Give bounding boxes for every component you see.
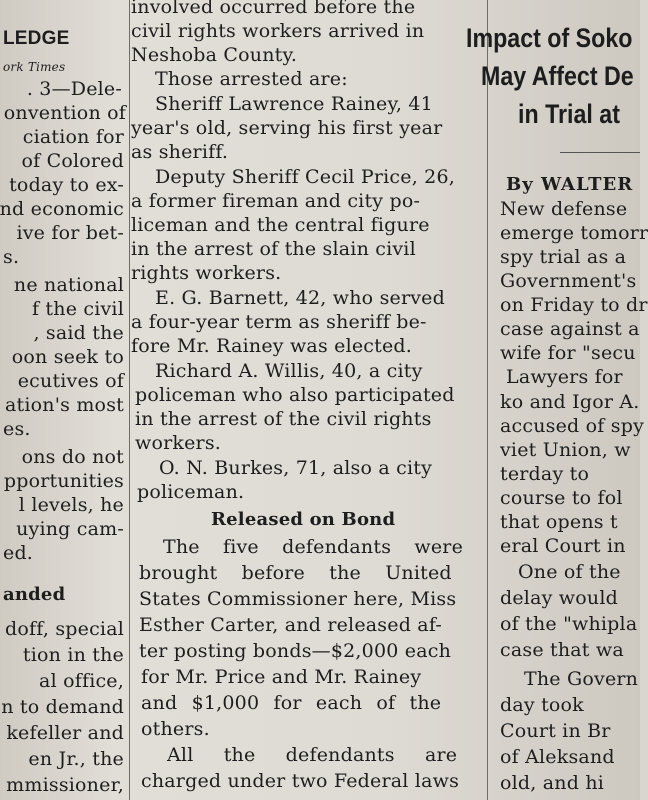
right-line: The Govern [524, 668, 639, 690]
article-line: in the arrest of the slain civil [131, 238, 416, 260]
right-line: case against a [500, 318, 640, 340]
right-line: delay would [500, 587, 618, 609]
article-line: policeman who also participated [135, 384, 455, 406]
headline-line-2: May Affect De [481, 61, 634, 91]
article-line: a four-year term as sheriff be- [131, 311, 427, 333]
article-line: Richard A. Willis, 40, a city [155, 360, 423, 382]
article-line: E. G. Barnett, 42, who served [155, 287, 445, 309]
left-line: pportunities [3, 470, 124, 492]
article-line: ter posting bonds—$2,000 each [139, 640, 452, 662]
article-line: in the arrest of the civil rights [135, 408, 432, 430]
left-line: l levels, he [18, 494, 124, 516]
right-line: ko and Igor A. [500, 391, 640, 413]
left-line: ne national [13, 274, 124, 296]
headline-line-3: in Trial at [518, 99, 620, 129]
article-line: All the defendants are [167, 744, 458, 766]
article-line: others. [141, 718, 210, 740]
article-line: as sheriff. [131, 141, 229, 163]
headline-line-1: Impact of Soko [466, 23, 633, 53]
article-line: fore Mr. Rainey was elected. [131, 335, 413, 357]
article-line: a former fireman and city po- [131, 190, 421, 212]
article-line: O. N. Burkes, 71, also a city [159, 457, 433, 479]
left-line: s. [3, 246, 20, 268]
right-line: spy trial as a [500, 246, 627, 268]
left-line: ciation for [22, 126, 124, 148]
right-line: of Aleksand [500, 746, 615, 768]
middle-column [131, 0, 493, 800]
left-line: ons do not [21, 446, 124, 468]
article-line: The five defendants were [163, 536, 464, 558]
article-line: Neshoba County. [131, 44, 298, 66]
left-heading: LEDGE [3, 28, 70, 49]
right-line: that opens t [500, 511, 618, 533]
left-line: en Jr., the [28, 748, 124, 770]
article-line: Sheriff Lawrence Rainey, 41 [155, 93, 433, 115]
article-line: involved occurred before the [131, 0, 416, 18]
right-line: New defense [500, 198, 628, 220]
left-line: ed. [3, 542, 34, 564]
left-credit: ork Times [3, 60, 66, 74]
article-line: charged under two Federal laws [141, 770, 460, 792]
article-line: and $1,000 for each of the [141, 692, 442, 714]
article-line: Those arrested are: [155, 68, 348, 90]
article-line: Deputy Sheriff Cecil Price, 26, [155, 166, 455, 188]
article-line: brought before the United [139, 562, 452, 584]
right-line: viet Union, w [500, 439, 631, 461]
right-line: terday to [500, 463, 590, 485]
right-line: eral Court in [500, 535, 626, 557]
right-line: course to fol [500, 487, 623, 509]
left-line: mmissioner, [6, 774, 124, 796]
left-line: of Colored [21, 150, 124, 172]
left-line: onvention of [3, 102, 126, 124]
left-line: kefeller and [6, 722, 124, 744]
subheading-released-on-bond: Released on Bond [211, 509, 396, 530]
right-line: Court in Br [500, 720, 611, 742]
right-line: One of the [518, 561, 621, 583]
right-line: Government's [500, 270, 637, 292]
headline-divider [560, 152, 640, 153]
byline: By WALTER [506, 174, 634, 195]
article-line: workers. [135, 432, 222, 454]
column-rule-left [129, 0, 130, 800]
right-line: of the "whipla [500, 613, 638, 635]
right-line: accused of spy [500, 415, 645, 437]
right-line: Lawyers for [506, 366, 623, 388]
article-line: liceman and the central figure [131, 214, 430, 236]
right-column [466, 0, 648, 800]
article-line: Esther Carter, and released af- [139, 614, 443, 636]
left-line: doff, special [5, 618, 124, 640]
left-line: uying cam- [16, 518, 124, 540]
left-line: al office, [39, 670, 124, 692]
left-line: ation's most [5, 394, 124, 416]
left-line: oon seek to [11, 346, 124, 368]
left-line: f the civil [31, 298, 124, 320]
left-line: ive for bet- [16, 222, 124, 244]
left-line: tion in the [22, 644, 124, 666]
article-line: civil rights workers arrived in [131, 20, 425, 42]
left-line: nd economic [0, 198, 124, 220]
right-line: day took [500, 694, 584, 716]
right-line: old, and hi [500, 772, 605, 794]
left-column [0, 0, 128, 800]
right-line: wife for "secu [500, 342, 636, 364]
article-line: policeman. [137, 481, 245, 503]
left-line: ecutives of [17, 370, 124, 392]
left-subheading: anded [3, 584, 66, 605]
article-line: year's old, serving his first year [131, 117, 443, 139]
left-line: es. [3, 418, 31, 440]
left-line: n to demand [1, 696, 124, 718]
article-line: for Mr. Price and Mr. Rainey [141, 666, 422, 688]
left-line: . 3—Dele- [26, 78, 122, 100]
article-line: States Commissioner here, Miss [139, 588, 457, 610]
left-line: today to ex- [9, 174, 124, 196]
article-line: rights workers. [131, 262, 282, 284]
left-line: , said the [33, 322, 124, 344]
right-line: case that wa [500, 639, 624, 661]
right-line: on Friday to dr [500, 294, 648, 316]
right-line: emerge tomorr [500, 222, 648, 244]
